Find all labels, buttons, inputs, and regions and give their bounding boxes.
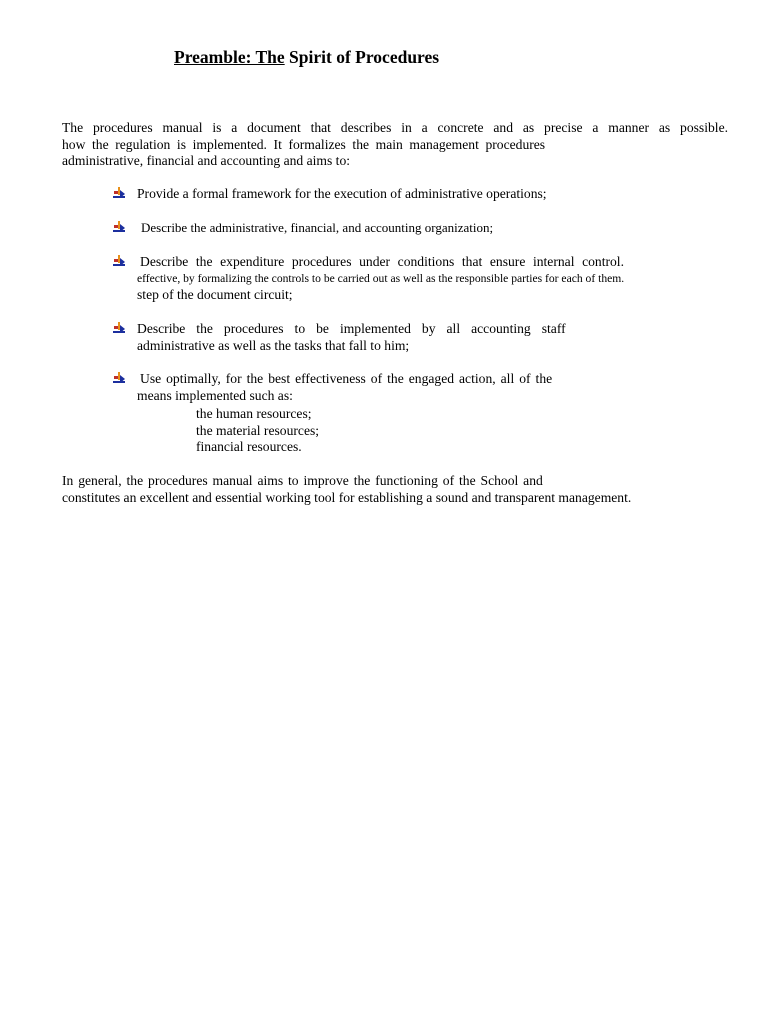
title-underlined-part: Preamble: The bbox=[174, 47, 285, 67]
resources-list bbox=[196, 406, 319, 456]
intro-paragraph bbox=[62, 120, 728, 170]
bullet-4-line-1: Describe the procedures to be implemented by all accounting staff bbox=[137, 321, 566, 336]
closing-paragraph bbox=[62, 473, 631, 506]
arrow-bullet-icon bbox=[112, 255, 126, 269]
title-rest-part: Spirit of Procedures bbox=[284, 47, 440, 67]
bullet-3-line-2: effective, by formalizing the controls to be carried out as well as the responsible parties for each of them. bbox=[137, 271, 625, 285]
arrow-bullet-icon bbox=[112, 187, 126, 201]
resource-item: the material resources; bbox=[196, 422, 320, 438]
bullet-5-line-1: Use optimally, for the best effectiveness of the engaged action, all of the bbox=[140, 371, 553, 386]
bullet-4-line-2: administrative as well as the tasks that fall to him; bbox=[137, 337, 410, 353]
intro-line-3: administrative, financial and accounting and aims to: bbox=[62, 153, 351, 169]
resource-item: the human resources; bbox=[196, 406, 312, 421]
bullet-text bbox=[137, 254, 624, 303]
bullet-3-line-1: Describe the expenditure procedures under conditions that ensure internal control. bbox=[140, 254, 624, 269]
bullet-text bbox=[137, 186, 547, 203]
resource-item: financial resources. bbox=[196, 439, 302, 455]
bullet-text bbox=[137, 321, 566, 354]
bullet-5-line-2: means implemented such as: bbox=[137, 387, 293, 403]
arrow-bullet-icon bbox=[112, 322, 126, 336]
bullet-1-line-1: Provide a formal framework for the execution of administrative operations; bbox=[137, 186, 547, 201]
bullet-text bbox=[141, 220, 493, 237]
intro-line-2: how the regulation is implemented. It formalizes the main management procedures bbox=[62, 136, 546, 152]
bullet-text bbox=[137, 371, 552, 404]
closing-line-1: In general, the procedures manual aims to improve the functioning of the School and bbox=[62, 473, 543, 488]
arrow-bullet-icon bbox=[112, 372, 126, 386]
bullet-2-line-1: Describe the administrative, financial, and accounting organization; bbox=[141, 220, 494, 235]
intro-line-1: The procedures manual is a document that describes in a concrete and as precise a manner as possible. bbox=[62, 120, 728, 135]
bullet-3-line-3: step of the document circuit; bbox=[137, 286, 293, 302]
page-title bbox=[174, 47, 439, 68]
closing-line-2: constitutes an excellent and essential working tool for establishing a sound and transparent management. bbox=[62, 489, 632, 505]
arrow-bullet-icon bbox=[112, 221, 126, 235]
